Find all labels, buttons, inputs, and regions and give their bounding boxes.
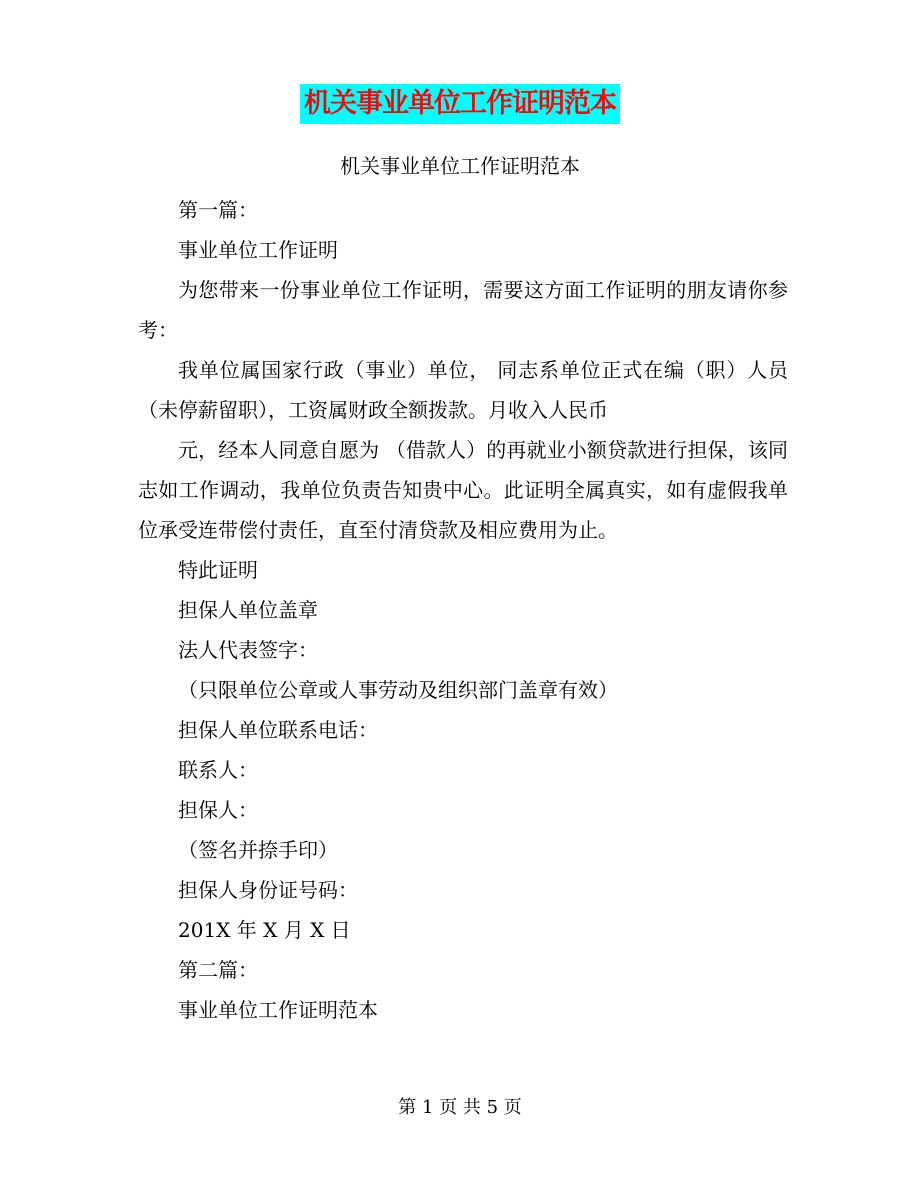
paragraph-guarantee-statement: 元，经本人同意自愿为 （借款人）的再就业小额贷款进行担保，该同志如工作调动，我单位负责告知贵中心。此证明全属真实，如有虚假我单位承受连带偿付责任，直至付清贷款及相应费用为止。: [138, 438, 788, 542]
paragraph-contact-person: 联系人：: [178, 758, 258, 782]
paragraph-section-2-title: 事业单位工作证明范本: [178, 998, 378, 1022]
paragraph-section-1-heading: 第一篇：: [178, 198, 258, 222]
paragraph-intro: 为您带来一份事业单位工作证明，需要这方面工作证明的朋友请你参考：: [138, 278, 788, 342]
paragraph-unit-phone: 担保人单位联系电话：: [178, 718, 378, 742]
paragraph-certificate-title: 事业单位工作证明: [178, 238, 338, 262]
paragraph-id-number: 担保人身份证号码：: [178, 878, 358, 902]
paragraph-seal-note: （只限单位公章或人事劳动及组织部门盖章有效）: [178, 678, 618, 702]
paragraph-guarantor: 担保人：: [178, 798, 258, 822]
paragraph-employment-statement: 我单位属国家行政（事业）单位， 同志系单位正式在编（职）人员（未停薪留职），工资属财政全额拨款。月收入人民币: [138, 358, 788, 422]
document-body: [138, 190, 788, 1030]
page-footer: 第 1 页 共 5 页: [398, 1097, 522, 1118]
title-wrap: [0, 84, 920, 124]
paragraph-date: 201X 年 X 月 X 日: [178, 918, 351, 942]
paragraph-hereby-certify: 特此证明: [178, 558, 258, 582]
paragraph-legal-rep-signature: 法人代表签字：: [178, 638, 318, 662]
paragraph-unit-seal: 担保人单位盖章: [178, 598, 318, 622]
paragraph-section-2-heading: 第二篇：: [178, 958, 258, 982]
paragraph-sign-note: （签名并捺手印）: [178, 838, 338, 862]
document-title: 机关事业单位工作证明范本: [300, 84, 620, 124]
document-subtitle: 机关事业单位工作证明范本: [340, 154, 580, 178]
